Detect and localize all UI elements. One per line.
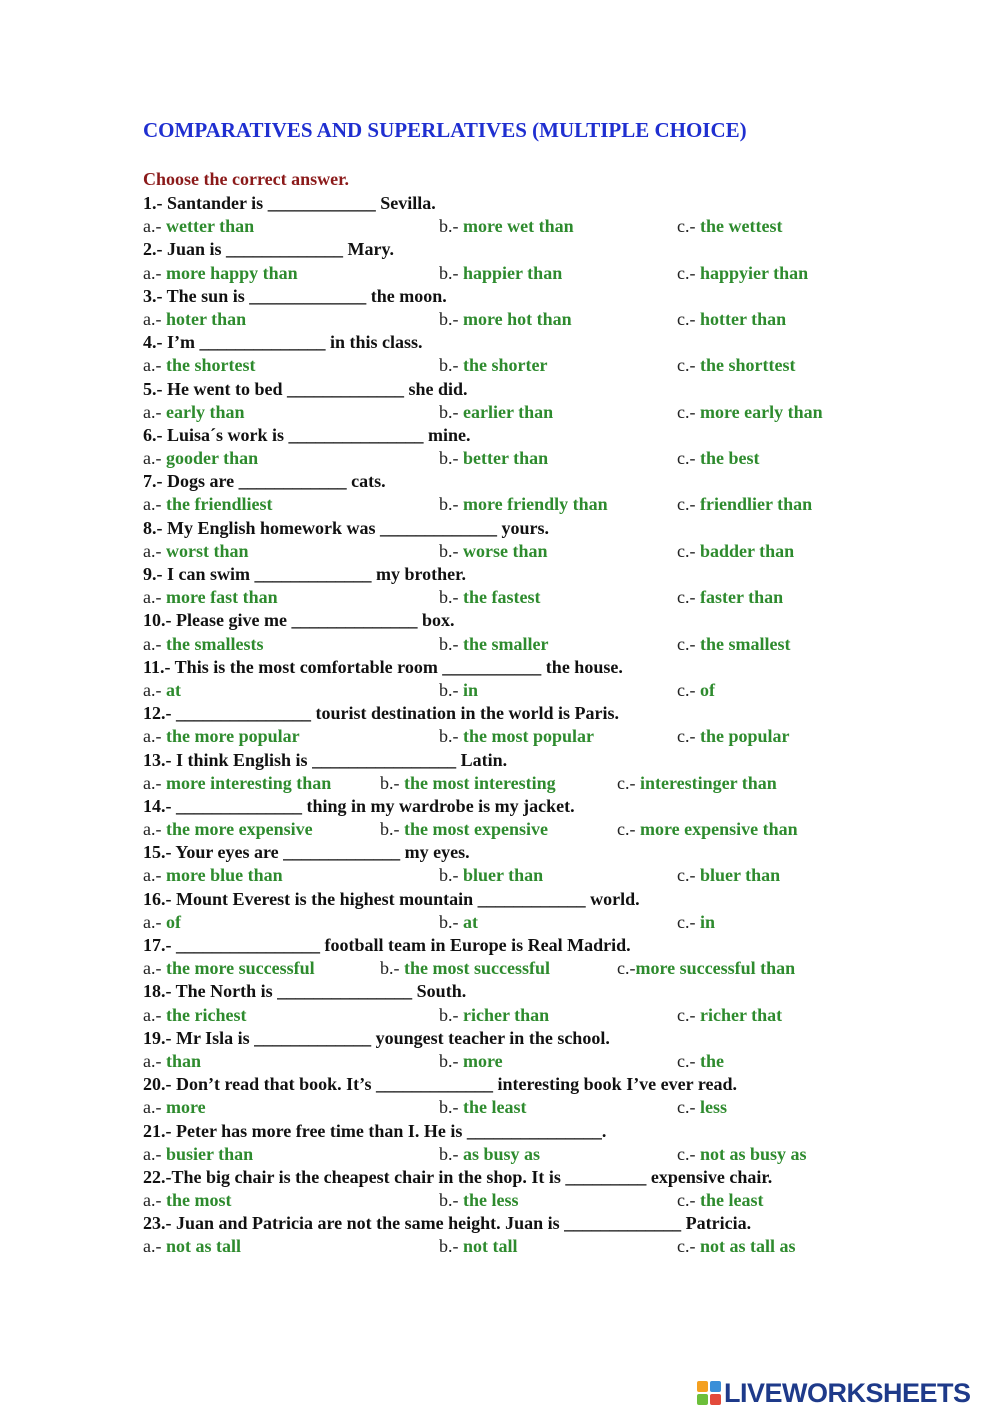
answer-options-row xyxy=(143,308,963,331)
option-letter: b.- xyxy=(439,448,463,469)
answer-option-c[interactable] xyxy=(677,262,808,285)
option-letter: b.- xyxy=(439,1236,463,1257)
answer-option-b[interactable] xyxy=(439,586,540,609)
question-prompt: 7.- Dogs are ____________ cats. xyxy=(143,471,386,492)
option-text: the shorter xyxy=(463,355,548,376)
option-letter: a.- xyxy=(143,1097,166,1118)
option-text: more fast than xyxy=(165,587,278,608)
answer-options-row xyxy=(143,1189,963,1212)
question-list xyxy=(143,192,963,1259)
answer-option-b[interactable] xyxy=(439,262,562,285)
option-text: more xyxy=(165,1097,206,1118)
option-letter: a.- xyxy=(143,216,166,237)
option-letter: c.- xyxy=(617,958,636,979)
question-prompt: 1.- Santander is ____________ Sevilla. xyxy=(143,193,436,213)
option-text: the popular xyxy=(699,726,790,747)
option-letter: a.- xyxy=(143,819,166,840)
option-text: busier than xyxy=(165,1143,254,1164)
answer-option-c[interactable] xyxy=(677,633,790,656)
option-text: in xyxy=(463,679,479,700)
option-letter: b.- xyxy=(439,262,463,283)
option-text: in xyxy=(699,911,715,932)
answer-option-c[interactable] xyxy=(677,864,780,887)
answer-option-c[interactable] xyxy=(677,354,795,377)
answer-option-a[interactable] xyxy=(143,1050,201,1073)
option-letter: c.- xyxy=(677,726,700,747)
answer-option-b[interactable] xyxy=(439,1050,503,1073)
answer-option-c[interactable] xyxy=(677,586,783,609)
answer-options-row xyxy=(143,540,963,563)
answer-option-c[interactable] xyxy=(677,540,794,563)
option-text: the more popular xyxy=(165,726,300,747)
answer-option-b[interactable] xyxy=(380,818,548,841)
answer-option-a[interactable] xyxy=(143,725,300,748)
answer-option-b[interactable] xyxy=(439,911,478,934)
answer-options-row xyxy=(143,864,963,887)
question-prompt: 10.- Please give me ______________ box. xyxy=(143,610,455,631)
option-letter: b.- xyxy=(439,587,463,608)
option-text: not as tall as xyxy=(699,1236,796,1257)
instruction-text: Choose the correct answer. xyxy=(143,169,349,189)
option-text: the richest xyxy=(165,1004,247,1025)
question-prompt: 17.- ________________ football team in Europe is Real Madrid. xyxy=(143,935,631,955)
option-text: the shorttest xyxy=(699,355,796,376)
option-letter: a.- xyxy=(143,911,166,932)
option-text: richer than xyxy=(463,1004,550,1025)
answer-option-c[interactable] xyxy=(617,957,795,980)
answer-option-c[interactable] xyxy=(677,1189,763,1212)
option-text: more happy than xyxy=(165,262,298,283)
logo-text: LIVEWORKSHEETS xyxy=(724,1377,971,1408)
answer-option-a[interactable] xyxy=(143,818,313,841)
option-text: bluer than xyxy=(463,865,544,886)
liveworksheets-logo[interactable] xyxy=(697,1378,971,1408)
option-text: the most expensive xyxy=(404,819,548,840)
option-letter: a.- xyxy=(143,262,166,283)
option-text: the more successful xyxy=(165,958,315,979)
option-letter: c.- xyxy=(677,911,700,932)
option-text: the most popular xyxy=(463,726,595,747)
option-text: more expensive than xyxy=(639,819,798,840)
option-letter: b.- xyxy=(439,1050,463,1071)
answer-option-c[interactable] xyxy=(677,1096,727,1119)
answer-option-a[interactable] xyxy=(143,308,246,331)
option-letter: b.- xyxy=(439,865,463,886)
option-letter: c.- xyxy=(677,679,700,700)
answer-options-row xyxy=(143,1050,963,1073)
question-prompt: 22.-The big chair is the cheapest chair in the shop. It is _________ expensive chair. xyxy=(143,1166,773,1187)
option-text: early than xyxy=(165,401,245,422)
option-letter: b.- xyxy=(439,1190,463,1211)
question-prompt: 13.- I think English is ________________ Latin. xyxy=(143,749,508,770)
question-prompt: 3.- The sun is _____________ the moon. xyxy=(143,285,447,306)
option-text: more hot than xyxy=(463,308,572,329)
answer-option-b[interactable] xyxy=(439,864,543,887)
answer-option-a[interactable] xyxy=(143,864,283,887)
answer-option-c[interactable] xyxy=(677,447,759,470)
answer-option-b[interactable] xyxy=(439,308,572,331)
answer-options-row xyxy=(143,493,963,516)
option-text: the smallest xyxy=(699,633,791,654)
option-text: as busy as xyxy=(463,1143,541,1164)
answer-option-a[interactable] xyxy=(143,262,298,285)
question-prompt: 23.- Juan and Patricia are not the same height. Juan is _____________ Patricia. xyxy=(143,1213,752,1234)
answer-option-c[interactable] xyxy=(677,1235,796,1258)
option-letter: c.- xyxy=(677,216,700,237)
option-letter: c.- xyxy=(677,448,700,469)
liveworksheets-logo-icon xyxy=(697,1381,721,1405)
option-letter: c.- xyxy=(677,865,700,886)
option-text: the wettest xyxy=(699,216,783,237)
option-text: not as tall xyxy=(165,1236,241,1257)
option-letter: c.- xyxy=(677,540,700,561)
answer-options-row xyxy=(143,354,963,377)
answer-options-row xyxy=(143,1143,963,1166)
answer-option-b[interactable] xyxy=(439,1189,519,1212)
option-letter: c.- xyxy=(677,587,700,608)
option-text: richer that xyxy=(699,1004,783,1025)
option-text: of xyxy=(699,679,715,700)
option-letter: a.- xyxy=(143,308,166,329)
question-prompt: 18.- The North is _______________ South. xyxy=(143,981,467,1002)
answer-option-b[interactable] xyxy=(439,633,548,656)
option-letter: a.- xyxy=(143,1004,166,1025)
option-letter: b.- xyxy=(380,958,404,979)
question-prompt: 16.- Mount Everest is the highest mountain ____________ world. xyxy=(143,888,640,909)
answer-options-row xyxy=(143,679,963,702)
answer-option-b[interactable] xyxy=(439,493,608,516)
answer-option-b[interactable] xyxy=(439,447,548,470)
answer-option-c[interactable] xyxy=(617,818,798,841)
option-letter: a.- xyxy=(143,1143,166,1164)
answer-option-b[interactable] xyxy=(439,725,594,748)
option-text: the more expensive xyxy=(165,819,313,840)
answer-option-b[interactable] xyxy=(439,354,547,377)
answer-option-a[interactable] xyxy=(143,401,244,424)
option-letter: b.- xyxy=(439,308,463,329)
option-text: at xyxy=(165,679,181,700)
question-prompt: 6.- Luisa´s work is _______________ mine. xyxy=(143,424,471,445)
option-letter: c.- xyxy=(677,401,700,422)
answer-option-a[interactable] xyxy=(143,354,255,377)
answer-options-row xyxy=(143,262,963,285)
option-letter: b.- xyxy=(439,401,463,422)
option-text: faster than xyxy=(699,587,784,608)
question-prompt: 19.- Mr Isla is _____________ youngest teacher in the school. xyxy=(143,1027,610,1048)
answer-options-row xyxy=(143,215,963,238)
option-letter: a.- xyxy=(143,401,166,422)
answer-option-c[interactable] xyxy=(617,772,777,795)
option-text: the friendliest xyxy=(165,494,273,515)
option-letter: c.- xyxy=(677,1050,700,1071)
option-letter: b.- xyxy=(439,1097,463,1118)
option-letter: c.- xyxy=(677,1190,700,1211)
answer-options-row xyxy=(143,772,963,795)
option-letter: a.- xyxy=(143,726,166,747)
answer-option-a[interactable] xyxy=(143,1004,246,1027)
answer-option-b[interactable] xyxy=(439,215,574,238)
option-text: badder than xyxy=(699,540,795,561)
option-text: the most xyxy=(165,1190,232,1211)
option-text: than xyxy=(165,1050,201,1071)
option-letter: c.- xyxy=(677,1004,700,1025)
question-prompt: 15.- Your eyes are _____________ my eyes. xyxy=(143,842,470,863)
answer-option-b[interactable] xyxy=(380,957,550,980)
answer-option-a[interactable] xyxy=(143,911,181,934)
answer-option-a[interactable] xyxy=(143,679,181,702)
option-text: friendlier than xyxy=(699,494,813,515)
answer-option-c[interactable] xyxy=(677,1143,807,1166)
option-letter: a.- xyxy=(143,540,166,561)
option-text: interestinger than xyxy=(639,772,777,793)
option-text: worse than xyxy=(463,540,548,561)
option-letter: a.- xyxy=(143,494,166,515)
question-prompt: 2.- Juan is _____________ Mary. xyxy=(143,239,395,260)
option-letter: a.- xyxy=(143,1050,166,1071)
answer-options-row xyxy=(143,725,963,748)
answer-option-b[interactable] xyxy=(439,1096,526,1119)
answer-options-row xyxy=(143,1096,963,1119)
answer-option-a[interactable] xyxy=(143,957,315,980)
answer-option-a[interactable] xyxy=(143,1096,206,1119)
option-letter: b.- xyxy=(439,494,463,515)
option-text: more xyxy=(463,1050,503,1071)
answer-option-b[interactable] xyxy=(439,1143,540,1166)
answer-option-a[interactable] xyxy=(143,1189,231,1212)
option-text: worst than xyxy=(165,540,249,561)
option-letter: c.- xyxy=(677,1143,700,1164)
question-prompt: 21.- Peter has more free time than I. He is _______________. xyxy=(143,1120,607,1141)
option-text: more wet than xyxy=(463,216,574,237)
option-letter: a.- xyxy=(143,772,166,793)
option-letter: a.- xyxy=(143,355,166,376)
answer-option-c[interactable] xyxy=(677,1050,724,1073)
option-text: earlier than xyxy=(463,401,554,422)
option-letter: c.- xyxy=(617,772,640,793)
option-letter: b.- xyxy=(439,911,463,932)
answer-option-a[interactable] xyxy=(143,633,263,656)
answer-option-c[interactable] xyxy=(677,401,823,424)
question-prompt: 8.- My English homework was _____________ yours. xyxy=(143,517,550,538)
answer-option-a[interactable] xyxy=(143,1143,253,1166)
option-letter: c.- xyxy=(677,1236,700,1257)
page-title: COMPARATIVES AND SUPERLATIVES (MULTIPLE CHOICE) xyxy=(143,118,747,142)
option-text: hoter than xyxy=(165,308,247,329)
option-letter: a.- xyxy=(143,1190,166,1211)
answer-option-a[interactable] xyxy=(143,586,278,609)
answer-option-a[interactable] xyxy=(143,215,254,238)
answer-options-row xyxy=(143,586,963,609)
option-text: not as busy as xyxy=(699,1143,807,1164)
option-text: wetter than xyxy=(165,216,255,237)
answer-options-row xyxy=(143,957,963,980)
answer-option-c[interactable] xyxy=(677,911,715,934)
option-text: more early than xyxy=(699,401,823,422)
option-letter: c.- xyxy=(677,308,700,329)
option-text: more successful than xyxy=(635,958,796,979)
answer-option-c[interactable] xyxy=(677,1004,782,1027)
option-text: gooder than xyxy=(165,448,259,469)
option-letter: b.- xyxy=(380,819,404,840)
option-letter: c.- xyxy=(677,355,700,376)
answer-option-b[interactable] xyxy=(439,1004,549,1027)
answer-option-a[interactable] xyxy=(143,1235,241,1258)
answer-option-a[interactable] xyxy=(143,493,272,516)
option-text: the smaller xyxy=(463,633,549,654)
option-text: happyier than xyxy=(699,262,809,283)
question-prompt: 4.- I’m ______________ in this class. xyxy=(143,332,423,353)
option-letter: b.- xyxy=(439,355,463,376)
option-letter: c.- xyxy=(677,633,700,654)
option-text: of xyxy=(165,911,181,932)
question-prompt: 20.- Don’t read that book. It’s _____________ interesting book I’ve ever read. xyxy=(143,1074,737,1095)
option-letter: b.- xyxy=(439,1004,463,1025)
option-letter: c.- xyxy=(677,262,700,283)
question-prompt: 9.- I can swim _____________ my brother. xyxy=(143,564,466,584)
option-letter: b.- xyxy=(439,216,463,237)
option-letter: b.- xyxy=(439,679,463,700)
answer-option-a[interactable] xyxy=(143,772,331,795)
answer-option-c[interactable] xyxy=(677,725,790,748)
answer-option-c[interactable] xyxy=(677,308,786,331)
answer-option-b[interactable] xyxy=(380,772,556,795)
question-prompt: 14.- ______________ thing in my wardrobe is my jacket. xyxy=(143,795,575,816)
option-letter: b.- xyxy=(439,633,463,654)
answer-options-row xyxy=(143,818,963,841)
option-letter: a.- xyxy=(143,865,166,886)
option-text: the shortest xyxy=(165,355,256,376)
answer-option-b[interactable] xyxy=(439,1235,518,1258)
option-letter: a.- xyxy=(143,633,166,654)
option-text: the xyxy=(699,1050,724,1071)
answer-option-c[interactable] xyxy=(677,679,715,702)
option-text: the smallests xyxy=(165,633,264,654)
option-text: the least xyxy=(699,1190,764,1211)
answer-options-row xyxy=(143,401,963,424)
option-text: not tall xyxy=(463,1236,518,1257)
option-text: the least xyxy=(463,1097,527,1118)
option-text: more blue than xyxy=(165,865,283,886)
option-text: bluer than xyxy=(699,865,781,886)
option-letter: b.- xyxy=(380,772,404,793)
answer-option-b[interactable] xyxy=(439,401,553,424)
option-letter: b.- xyxy=(439,1143,463,1164)
option-letter: c.- xyxy=(677,1097,700,1118)
option-text: more interesting than xyxy=(165,772,332,793)
answer-option-b[interactable] xyxy=(439,679,478,702)
answer-option-b[interactable] xyxy=(439,540,548,563)
option-letter: a.- xyxy=(143,1236,166,1257)
option-text: the most interesting xyxy=(404,772,556,793)
option-letter: c.- xyxy=(617,819,640,840)
option-text: better than xyxy=(463,448,549,469)
option-letter: a.- xyxy=(143,587,166,608)
option-letter: c.- xyxy=(677,494,700,515)
option-letter: b.- xyxy=(439,540,463,561)
option-text: happier than xyxy=(463,262,563,283)
option-text: less xyxy=(699,1097,727,1118)
question-prompt: 12.- _______________ tourist destination in the world is Paris. xyxy=(143,703,620,724)
answer-options-row xyxy=(143,1004,963,1027)
question-prompt: 5.- He went to bed _____________ she did. xyxy=(143,378,468,399)
option-letter: a.- xyxy=(143,958,166,979)
option-text: more friendly than xyxy=(463,494,608,515)
option-letter: a.- xyxy=(143,448,166,469)
answer-options-row xyxy=(143,447,963,470)
option-letter: a.- xyxy=(143,679,166,700)
option-text: the less xyxy=(463,1190,519,1211)
answer-options-row xyxy=(143,1235,963,1258)
answer-option-a[interactable] xyxy=(143,540,249,563)
option-letter: b.- xyxy=(439,726,463,747)
answer-options-row xyxy=(143,633,963,656)
option-text: the most successful xyxy=(404,958,550,979)
answer-option-c[interactable] xyxy=(677,493,812,516)
option-text: the fastest xyxy=(463,587,541,608)
option-text: at xyxy=(463,911,478,932)
option-text: the best xyxy=(699,448,760,469)
answer-option-c[interactable] xyxy=(677,215,782,238)
answer-options-row xyxy=(143,911,963,934)
question-prompt: 11.- This is the most comfortable room ___________ the house. xyxy=(143,656,623,677)
answer-option-a[interactable] xyxy=(143,447,258,470)
option-text: hotter than xyxy=(699,308,787,329)
